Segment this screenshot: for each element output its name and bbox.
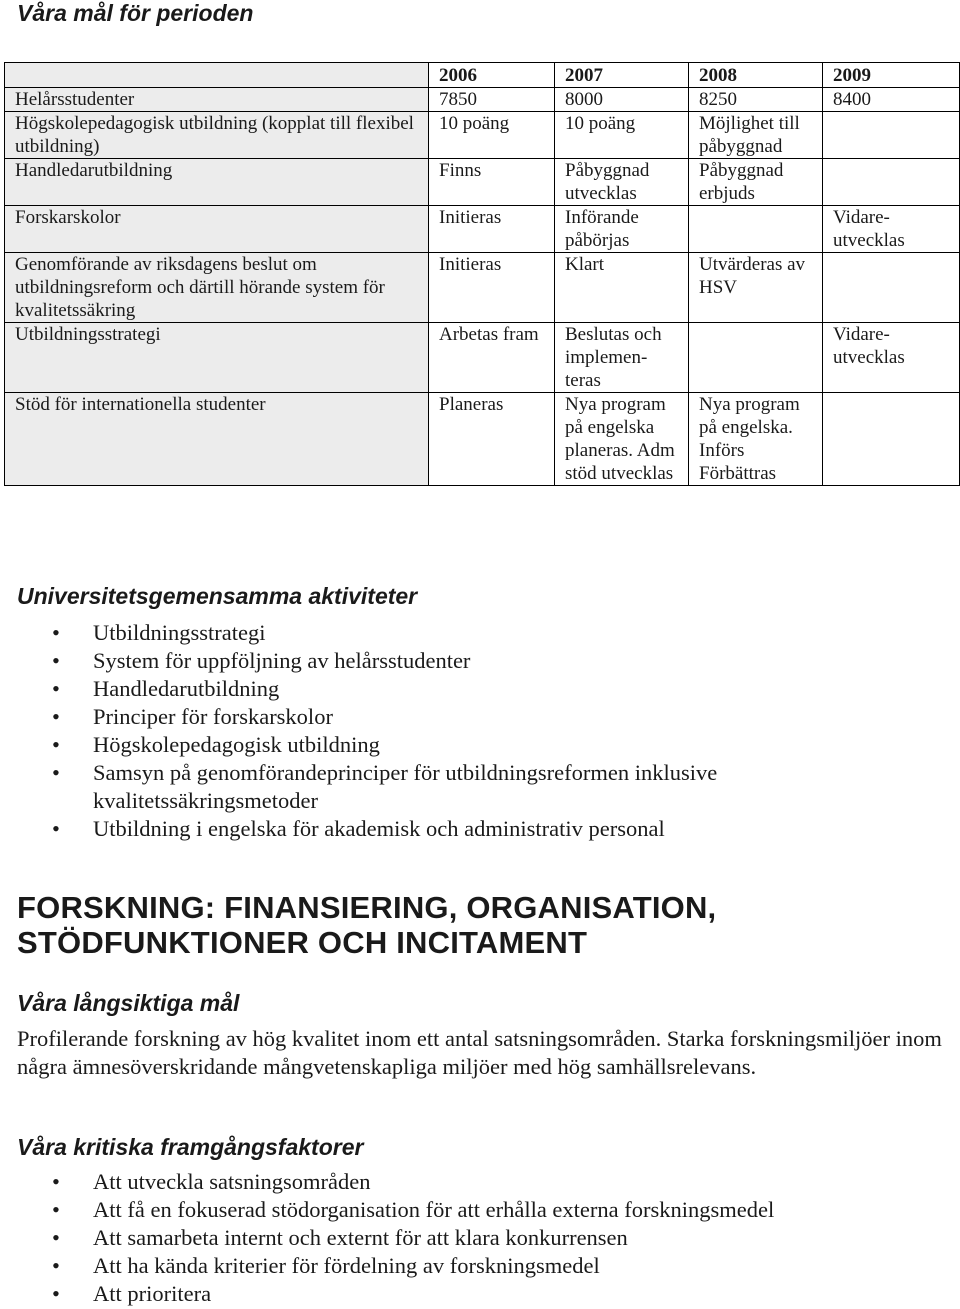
list-item: • Att få en fokuserad stödorganisation för att erhålla externa forskningsmedel	[52, 1197, 775, 1222]
bullet-icon: •	[52, 732, 60, 757]
list-item: • Samsyn på genomförandeprinciper för utbildningsreformen inklusive kvalitetssäkringsmetoder	[52, 760, 718, 813]
year-header-2008: 2008	[689, 63, 823, 88]
bullet-icon: •	[52, 676, 60, 701]
research-title-line-2: STÖDFUNKTIONER OCH INCITAMENT	[17, 925, 588, 960]
table-row	[5, 159, 960, 206]
section-heading-university-activities: Universitetsgemensamma aktiviteter	[17, 583, 418, 609]
bullet-icon: •	[52, 1281, 60, 1306]
table-cell	[823, 112, 960, 159]
table-cell: 7850	[429, 88, 555, 112]
table-cell: Utvärderas av HSV	[689, 253, 823, 323]
list-item: • Att samarbeta internt och externt för att klara konkurrensen	[52, 1225, 628, 1250]
table-row	[5, 112, 960, 159]
list-item: • Högskolepedagogisk utbildning	[52, 732, 380, 757]
bullet-icon: •	[52, 1253, 60, 1278]
table-cell: 8000	[555, 88, 689, 112]
table-row	[5, 88, 960, 112]
year-header-2006: 2006	[429, 63, 555, 88]
year-header-2007: 2007	[555, 63, 689, 88]
table-cell: Nya program på engelska planeras. Adm stöd utvecklas	[555, 393, 689, 486]
section-heading-goals: Våra mål för perioden	[17, 0, 254, 26]
table-header-row	[5, 63, 960, 88]
row-label: Forskarskolor	[5, 206, 429, 253]
table-cell: Initieras	[429, 206, 555, 253]
year-header-2009: 2009	[823, 63, 960, 88]
research-title-line-1: FORSKNING: FINANSIERING, ORGANISATION,	[17, 890, 717, 925]
row-label: Utbildningsstrategi	[5, 323, 429, 393]
table-cell: Möjlighet till påbyggnad	[689, 112, 823, 159]
university-activities-list	[0, 619, 853, 843]
row-label: Genomförande av riksdagens beslut om utbildningsreform och därtill hörande system för kvalitetssäkring	[5, 253, 429, 323]
table-cell	[823, 253, 960, 323]
row-label: Helårsstudenter	[5, 88, 429, 112]
table-cell: Klart	[555, 253, 689, 323]
table-cell: Vidare-utvecklas	[823, 323, 960, 393]
table-cell	[823, 159, 960, 206]
table-cell: Finns	[429, 159, 555, 206]
long-term-goals-text: Profilerande forskning av hög kvalitet inom ett antal satsningsområden. Starka forskningsmiljöer inom några ämnesöverskridande mångvetenskapliga miljöer med hög samhällsrelevans.	[17, 1026, 942, 1079]
table-cell	[689, 206, 823, 253]
table-cell: Beslutas och implemen-teras	[555, 323, 689, 393]
table-cell: 10 poäng	[555, 112, 689, 159]
table-cell: 8400	[823, 88, 960, 112]
list-item: • Principer för forskarskolor	[52, 704, 333, 729]
goals-table	[4, 62, 960, 486]
table-cell: Planeras	[429, 393, 555, 486]
table-header-blank	[5, 63, 429, 88]
table-cell: Arbetas fram	[429, 323, 555, 393]
critical-factors-list	[0, 1168, 853, 1308]
table-row	[5, 323, 960, 393]
table-row	[5, 393, 960, 486]
list-item: • Att prioritera	[52, 1281, 212, 1306]
list-item: • Utbildningsstrategi	[52, 620, 266, 645]
row-label: Stöd för internationella studenter	[5, 393, 429, 486]
bullet-icon: •	[52, 704, 60, 729]
table-cell: Påbyggnad erbjuds	[689, 159, 823, 206]
table-row	[5, 206, 960, 253]
table-cell: Initieras	[429, 253, 555, 323]
table-cell: Införande påbörjas	[555, 206, 689, 253]
table-cell: Nya program på engelska. Införs Förbättras	[689, 393, 823, 486]
list-item: • Att utveckla satsningsområden	[52, 1169, 371, 1194]
table-cell: Vidare-utvecklas	[823, 206, 960, 253]
bullet-icon: •	[52, 1225, 60, 1250]
list-item: • Handledarutbildning	[52, 676, 280, 701]
bullet-icon: •	[52, 1197, 60, 1222]
list-item: • Att ha kända kriterier för fördelning av forskningsmedel	[52, 1253, 600, 1278]
section-heading-long-term-goals: Våra långsiktiga mål	[17, 990, 240, 1016]
table-cell	[689, 323, 823, 393]
research-section-title	[17, 890, 716, 960]
table-cell	[823, 393, 960, 486]
table-cell: 10 poäng	[429, 112, 555, 159]
bullet-icon: •	[52, 760, 60, 785]
table-cell: Påbyggnad utvecklas	[555, 159, 689, 206]
bullet-icon: •	[52, 648, 60, 673]
bullet-icon: •	[52, 620, 60, 645]
list-item: • System för uppföljning av helårsstudenter	[52, 648, 471, 673]
table-row	[5, 253, 960, 323]
bullet-icon: •	[52, 816, 60, 841]
bullet-icon: •	[52, 1169, 60, 1194]
table-cell: 8250	[689, 88, 823, 112]
list-item: • Utbildning i engelska för akademisk och administrativ personal	[52, 816, 665, 841]
section-heading-critical-factors: Våra kritiska framgångsfaktorer	[17, 1134, 364, 1160]
row-label: Högskolepedagogisk utbildning (kopplat till flexibel utbildning)	[5, 112, 429, 159]
row-label: Handledarutbildning	[5, 159, 429, 206]
